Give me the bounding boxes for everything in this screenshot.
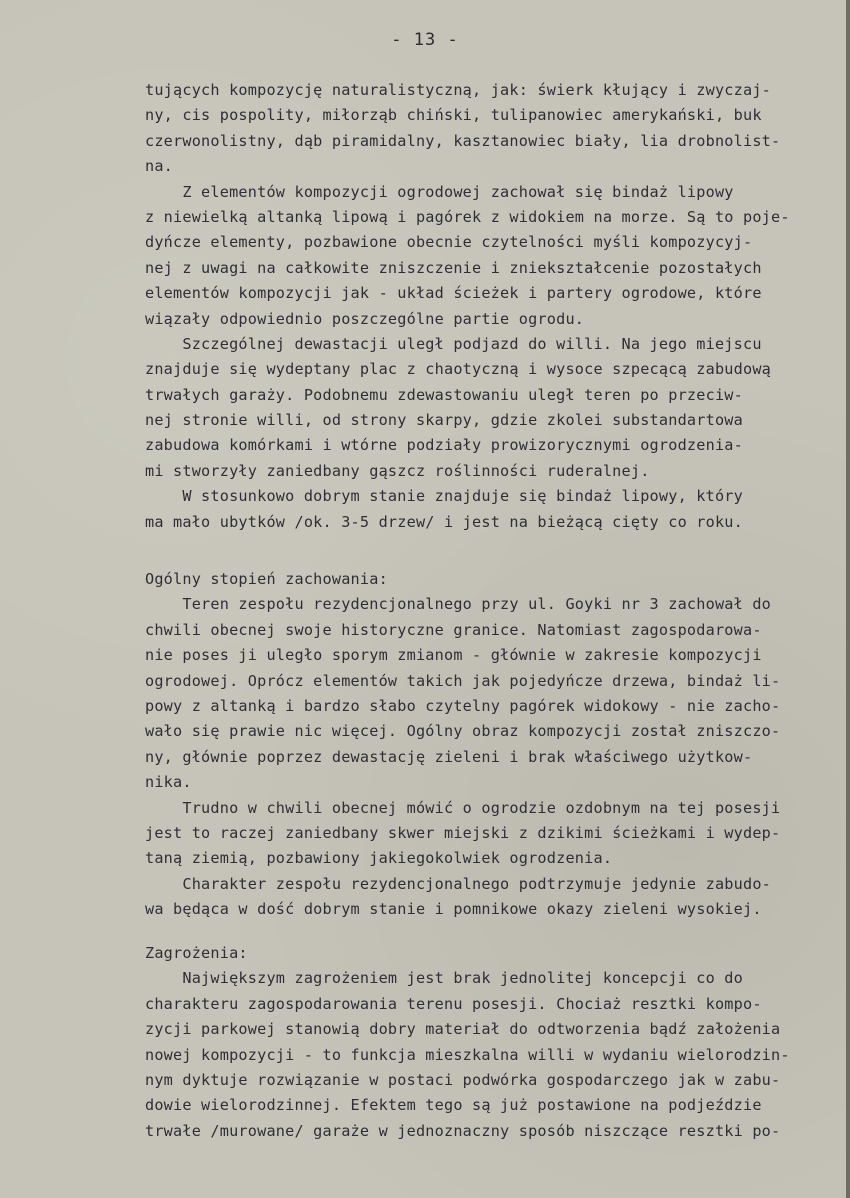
paragraph-block-preservation [145, 567, 845, 922]
text-line: Największym zagrożeniem jest brak jednolitej koncepcji co do [145, 969, 743, 988]
text-line: zycji parkowej stanowią dobry materiał do odtworzenia bądź założenia [145, 1020, 781, 1039]
text-line: ogrodowej. Oprócz elementów takich jak pojedyńcze drzewa, bindaż li- [145, 671, 781, 690]
text-line: jest to raczej zaniedbany skwer miejski z dzikimi ścieżkami i wydep- [145, 823, 781, 842]
text-line: Szczególnej dewastacji uległ podjazd do willi. Na jego miejscu [145, 334, 762, 353]
text-line: mi stworzyły zaniedbany gąszcz roślinności ruderalnej. [145, 461, 650, 480]
text-line: nie poses ji uległo sporym zmianom - głównie w zakresie kompozycji [145, 646, 762, 665]
text-line: ny, cis pospolity, miłorząb chiński, tulipanowiec amerykański, buk [145, 106, 762, 125]
text-line: dyńcze elementy, pozbawione obecnie czytelności myśli kompozycyj- [145, 233, 753, 252]
text-line: zabudowa komórkami i wtórne podziały prowizorycznymi ogrodzenia- [145, 436, 743, 455]
text-line: dowie wielorodzinnej. Efektem tego są już postawione na podjeździe [145, 1096, 762, 1115]
text-line: powy z altanką i bardzo słabo czytelny pagórek widokowy - nie zacho- [145, 696, 781, 715]
text-line: nej z uwagi na całkowite zniszczenie i zniekształcenie pozostałych [145, 258, 762, 277]
text-line: czerwonolistny, dąb piramidalny, kasztanowiec biały, lia drobnolist- [145, 131, 781, 150]
text-line: chwili obecnej swoje historyczne granice. Natomiast zagospodarowa- [145, 620, 762, 639]
text-line: nowej kompozycji - to funkcja mieszkalna willi w wydaniu wielorodzin- [145, 1045, 790, 1064]
text-line: Trudno w chwili obecnej mówić o ogrodzie ozdobnym na tej posesji [145, 798, 781, 817]
text-line: elementów kompozycji jak - układ ścieżek i partery ogrodowe, które [145, 284, 762, 303]
text-line: Teren zespołu rezydencjonalnego przy ul. Goyki nr 3 zachował do [145, 595, 772, 614]
text-line: wiązały odpowiednio poszczególne partie ogrodu. [145, 309, 585, 328]
text-line: wa będąca w dość dobrym stanie i pomnikowe okazy zieleni wysokiej. [145, 900, 762, 919]
text-line: W stosunkowo dobrym stanie znajduje się bindaż lipowy, który [145, 487, 743, 506]
page-number: - 13 - [391, 30, 459, 50]
text-line: ny, głównie poprzez dewastację zieleni i brak właściwego użytkow- [145, 747, 753, 766]
text-line: taną ziemią, pozbawiony jakiegokolwiek ogrodzenia. [145, 849, 613, 868]
page-edge-shadow [846, 0, 850, 1198]
text-line: Zagrożenia: [145, 944, 248, 962]
text-line: Ogólny stopień zachowania: [145, 570, 388, 588]
text-line: trwałych garaży. Podobnemu zdewastowaniu uległ teren po przeciw- [145, 385, 743, 404]
text-line: charakteru zagospodarowania terenu posesji. Chociaż resztki kompo- [145, 994, 762, 1013]
text-line: trwałe /murowane/ garaże w jednoznaczny sposób niszczące resztki po- [145, 1121, 781, 1140]
text-line: nej stronie willi, od strony skarpy, gdzie zkolei substandartowa [145, 411, 743, 430]
text-line: nika. [145, 773, 192, 792]
paragraph-block-composition [145, 78, 845, 535]
text-line: znajduje się wydeptany plac z chaotyczną i wysoce szpecącą zabudową [145, 360, 772, 379]
text-line: nym dyktuje rozwiązanie w postaci podwórka gospodarczego jak w zabu- [145, 1070, 781, 1089]
text-line: Charakter zespołu rezydencjonalnego podtrzymuje jedynie zabudo- [145, 874, 772, 893]
paragraph-block-threats [145, 941, 845, 1144]
text-line: na. [145, 157, 174, 176]
text-line: Z elementów kompozycji ogrodowej zachował się bindaż lipowy [145, 182, 734, 201]
text-line: z niewielką altanką lipową i pagórek z widokiem na morze. Są to poje- [145, 207, 790, 226]
text-line: wało się prawie nic więcej. Ogólny obraz kompozycji został zniszczo- [145, 722, 781, 741]
text-line: tujących kompozycję naturalistyczną, jak: świerk kłujący i zwyczaj- [145, 81, 772, 99]
text-line: ma mało ubytków /ok. 3-5 drzew/ i jest na bieżącą cięty co roku. [145, 512, 743, 531]
